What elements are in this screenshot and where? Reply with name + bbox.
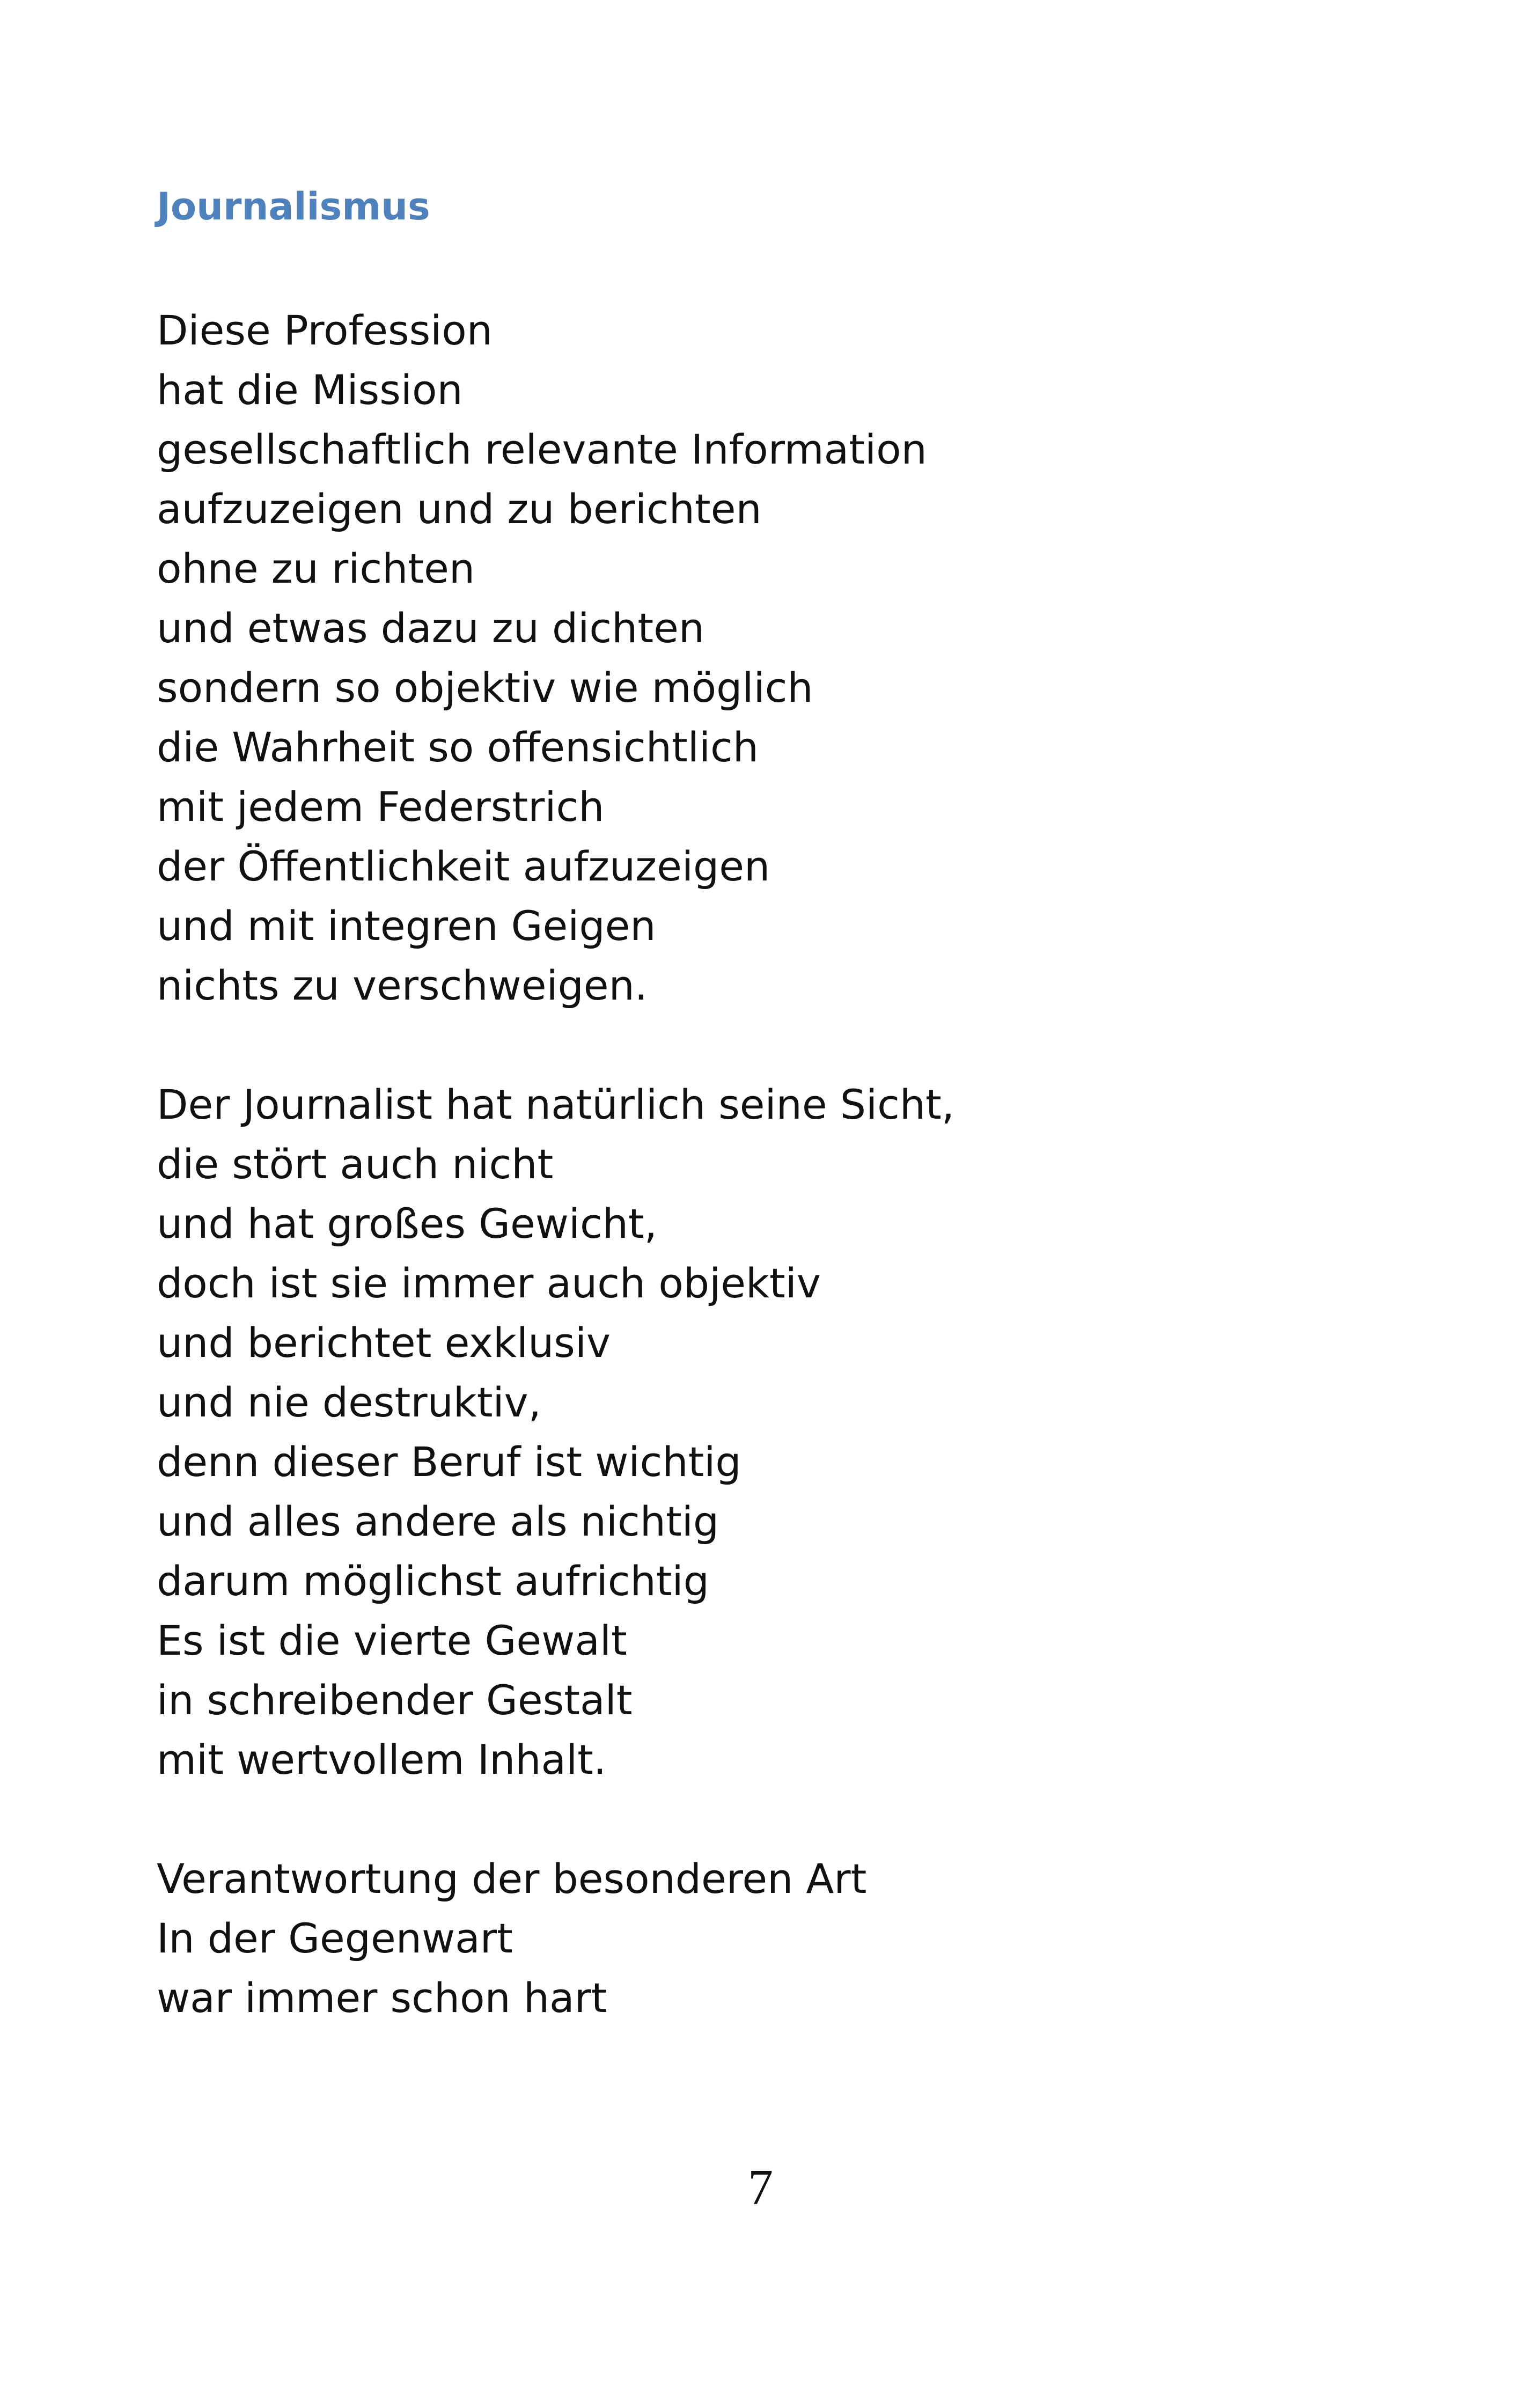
- poem-line: und alles andere als nichtig: [157, 1497, 719, 1545]
- poem-line: der Öffentlichkeit aufzuzeigen: [157, 842, 770, 890]
- poem-line: mit jedem Federstrich: [157, 783, 605, 831]
- poem-line: nichts zu verschweigen.: [157, 961, 648, 1009]
- poem-line: darum möglichst aufrichtig: [157, 1557, 709, 1605]
- poem-line: die Wahrheit so offensichtlich: [157, 723, 759, 771]
- stanza: [157, 300, 1391, 1015]
- poem-line: ohne zu richten: [157, 545, 475, 592]
- poem-line: gesellschaftlich relevante Information: [157, 425, 927, 473]
- poem-line: und hat großes Gewicht,: [157, 1200, 657, 1247]
- poem-line: hat die Mission: [157, 366, 463, 414]
- poem-line: Verantwortung der besonderen Art: [157, 1855, 867, 1903]
- poem-line: mit wertvollem Inhalt.: [157, 1736, 607, 1783]
- stanza: [157, 1075, 1391, 1789]
- poem-line: aufzuzeigen und zu berichten: [157, 485, 762, 533]
- page-number: 7: [748, 2160, 773, 2215]
- poem-body: [157, 300, 1391, 2087]
- poem-line: die stört auch nicht: [157, 1140, 554, 1188]
- poem-line: in schreibender Gestalt: [157, 1676, 633, 1724]
- poem-line: und etwas dazu zu dichten: [157, 604, 705, 652]
- poem-line: sondern so objektiv wie möglich: [157, 664, 813, 711]
- poem-line: und mit integren Geigen: [157, 902, 656, 950]
- poem-line: Es ist die vierte Gewalt: [157, 1617, 627, 1664]
- poem-line: doch ist sie immer auch objektiv: [157, 1259, 821, 1307]
- poem-line: denn dieser Beruf ist wichtig: [157, 1438, 741, 1486]
- poem-line: Der Journalist hat natürlich seine Sicht,: [157, 1081, 955, 1128]
- poem-title: Journalismus: [157, 185, 430, 229]
- poem-line: Diese Profession: [157, 306, 493, 354]
- poem-line: war immer schon hart: [157, 1974, 607, 2022]
- poem-line: und berichtet exklusiv: [157, 1319, 611, 1367]
- poem-line: und nie destruktiv,: [157, 1378, 541, 1426]
- stanza: [157, 1849, 1391, 2028]
- poem-line: In der Gegenwart: [157, 1914, 513, 1962]
